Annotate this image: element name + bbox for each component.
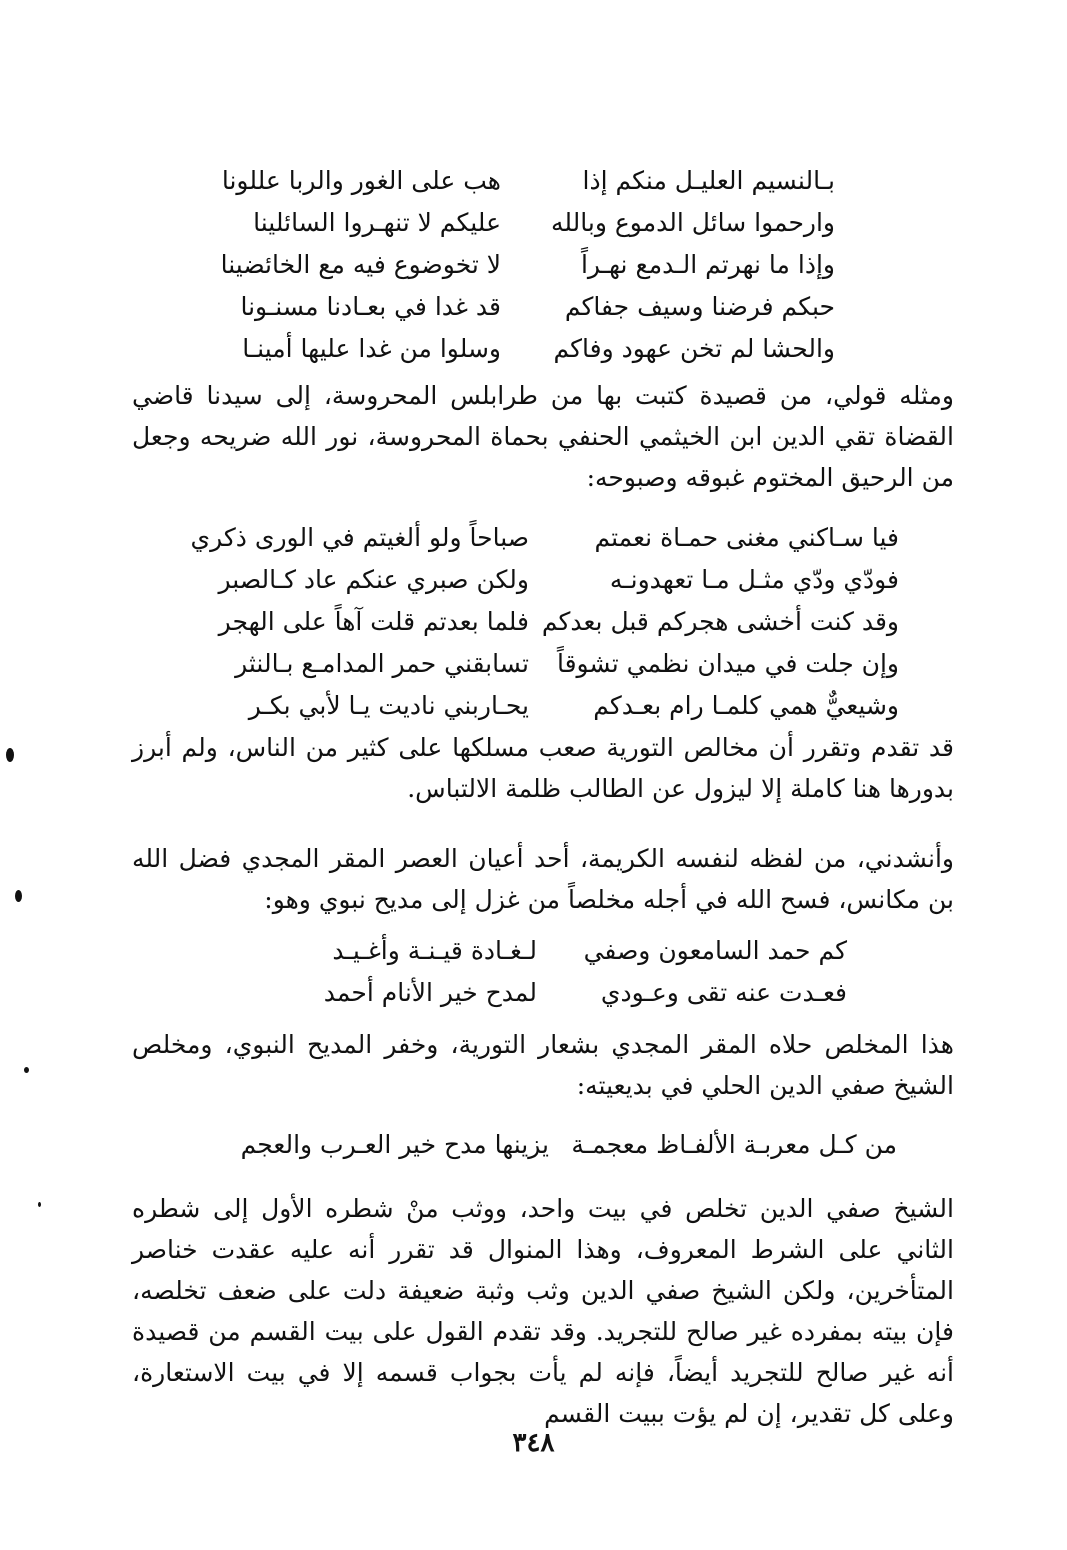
- first-hemistich: وإن جلت في ميدان نظمي تشوقاً: [556, 649, 899, 678]
- first-hemistich: من كـل معربـة الألفـاظ معجمـة: [571, 1130, 897, 1159]
- first-hemistich: والحشا لم تخن عهود وفاكم: [553, 334, 835, 363]
- verse-line: [187, 559, 899, 601]
- first-hemistich: فعـدت عنه تقى وعـودي: [600, 978, 847, 1007]
- first-hemistich: فودّي ودّي مثـل مـا تعهدونـه: [609, 565, 899, 594]
- second-hemistich: صباحاً ولو ألغيتم في الورى ذكري: [190, 523, 529, 552]
- second-hemistich: ولكن صبري عنكم عاد كـالصبر: [218, 565, 529, 594]
- second-hemistich: قد غدا في بعـادنا مسنـونا: [240, 292, 501, 321]
- verse-line: [247, 972, 847, 1014]
- verse-line: [220, 244, 835, 286]
- paragraph-3: وأنشدني، من لفظه لنفسه الكريمة، أحد أعيان العصر المقر المجدي فضل الله بن مكانس، فسح الله في أجله مخلصاً من غزل إلى مديح نبوي وهو:: [132, 844, 954, 914]
- paragraph-4: هذا المخلص حلاه المقر المجدي بشعار التورية، وخفر المديح النبوي، ومخلص الشيخ صفي الدين الحلي في بديعيته:: [132, 1030, 954, 1100]
- paragraph-1: ومثله قولي، من قصيدة كتبت بها من طرابلس المحروسة، إلى سيدنا قاضي القضاة تقي الدين ابن الخيثمي الحنفي بحماة المحروسة، نور الله ضريحه وجعل من الرحيق المختوم غبوقه وصبوحه:: [132, 381, 954, 492]
- margin-mark: [15, 890, 22, 902]
- verse-block-3: [247, 930, 847, 1014]
- second-hemistich: تسابقني حمر المدامـع بـالنثر: [235, 649, 529, 678]
- verse-line: [187, 517, 899, 559]
- second-hemistich: يحـاربني ناديت يـا لأبي بكـر: [248, 691, 529, 720]
- paragraph-2: قد تقدم وتقرر أن مخالص التورية صعب مسلكها على كثير من الناس، ولم أبرز بدورها هنا كاملة إلا ليزول عن الطالب ظلمة الالتباس.: [132, 733, 954, 803]
- second-hemistich: عليكم لا تنهـروا السائلينا: [253, 208, 501, 237]
- page-number: ٣٤٨: [512, 1428, 555, 1458]
- verse-line: [177, 1124, 897, 1166]
- margin-mark: [24, 1067, 29, 1073]
- paragraph-5: الشيخ صفي الدين تخلص في بيت واحد، ووثب منْ شطره الأول إلى شطره الثاني على الشرط المعروف، وهذا المنوال قد تقرر أنه عليه عقدت خناصر المتأخرين، ولكن الشيخ صفي الدين وثب وثبة ضعيفة دلت على ضعف تخلصه، فإن بيته بمفرده غير صالح للتجريد. وقد تقدم القول على بيت القسم من قصيدة أنه غير صالح للتجريد أيضاً، فإنه لم يأت بجواب قسمه إلا في بيت الاستعارة، وعلى كل تقدير، إن لم يؤت ببيت القسم: [132, 1194, 954, 1428]
- first-hemistich: وشيعيٌّ همي كلمـا رام بعـدكم: [593, 691, 899, 720]
- margin-mark: [38, 1202, 41, 1207]
- second-hemistich: هب على الغور والربا عللونا: [221, 166, 501, 195]
- verse-block-4: [177, 1124, 897, 1166]
- verse-line: [187, 685, 899, 727]
- verse-line: [187, 601, 899, 643]
- verse-line: [245, 202, 835, 244]
- first-hemistich: وارحموا سائل الدموع وبالله: [550, 208, 835, 237]
- second-hemistich: وسلوا من غدا عليها أمينـا: [242, 334, 501, 363]
- second-hemistich: لـغـادة قيـنـة وأغـيـد: [332, 936, 537, 965]
- first-hemistich: كم حمد السامعون وصفي: [583, 936, 847, 965]
- second-hemistich: لمدح خير الأنام أحمد: [323, 978, 537, 1007]
- verse-block-2: [187, 517, 899, 727]
- margin-mark: [6, 748, 14, 762]
- verse-block-1: [220, 160, 835, 370]
- verse-line: [242, 328, 835, 370]
- verse-line: [240, 286, 835, 328]
- verse-line: [247, 930, 847, 972]
- verse-line: [221, 160, 835, 202]
- verse-line: [187, 643, 899, 685]
- second-hemistich: فلما بعدتم قلت آهاً على الهجر: [218, 607, 529, 636]
- second-hemistich: يزينها مدح خير العـرب والعجم: [240, 1130, 549, 1159]
- first-hemistich: حبكم فرضنا وسيف جفاكم: [564, 292, 835, 321]
- first-hemistich: وقد كنت أخشى هجركم قبل بعدكم: [541, 607, 899, 636]
- first-hemistich: وإذا ما نهرتم الـدمع نهـراً: [580, 250, 835, 279]
- second-hemistich: لا تخوضوع فيه مع الخائضينا: [220, 250, 501, 279]
- first-hemistich: فيا سـاكني مغنى حمـاة نعمتم: [594, 523, 899, 552]
- first-hemistich: بـالنسيم العليـل منكم إذا: [582, 166, 835, 195]
